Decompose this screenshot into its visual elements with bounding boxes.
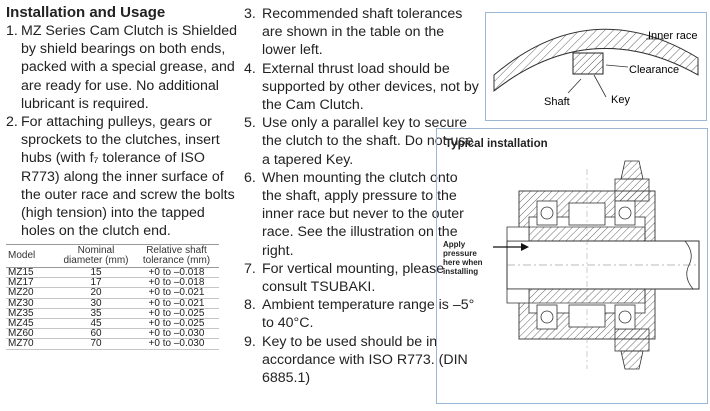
tolerance-cell: +0 to –0.021 — [134, 288, 219, 298]
list-item-text: Recommended shaft tolerances are shown in the table on the lower left. — [262, 6, 463, 59]
table-row — [6, 298, 219, 308]
list-item-number: 6. — [244, 169, 256, 186]
list-item-number: 2. — [6, 114, 18, 131]
typical-installation-figure — [436, 128, 708, 404]
list-item-number: 7. — [244, 260, 256, 277]
list-item-text: External thrust load should be supported by other devices, not by the Cam Clutch. — [262, 60, 479, 114]
table-row — [6, 268, 219, 278]
list-item-number: 3. — [244, 6, 256, 22]
table-row — [6, 308, 219, 318]
usage-list-left — [6, 22, 238, 240]
tolerance-cell: +0 to –0.025 — [134, 308, 219, 318]
key-shape — [573, 53, 603, 74]
list-item-text: Use only a parallel key to secure the clutch to the shaft. Do not use a tapered Key. — [262, 115, 474, 168]
model-cell: MZ20 — [6, 288, 58, 298]
model-cell: MZ45 — [6, 319, 58, 329]
diameter-cell: 30 — [58, 298, 134, 308]
installation-drawing — [437, 129, 707, 403]
list-item-number: 8. — [244, 297, 256, 314]
table-row — [6, 319, 219, 329]
list-item-number: 1. — [6, 23, 18, 39]
list-item-number: 5. — [244, 115, 256, 132]
column-header-tolerance: Relative shaft tolerance (mm) — [134, 245, 219, 268]
shaft-tolerance-table — [6, 244, 219, 350]
table-row — [6, 329, 219, 339]
table-row — [6, 288, 219, 298]
list-item-number: 9. — [244, 333, 256, 350]
model-cell: MZ30 — [6, 298, 58, 308]
tolerance-cell: +0 to –0.025 — [134, 319, 219, 329]
model-cell: MZ15 — [6, 268, 58, 278]
table-header-row — [6, 245, 219, 268]
tolerance-cell: +0 to –0.030 — [134, 329, 219, 339]
diameter-cell: 45 — [58, 319, 134, 329]
list-item-text: MZ Series Cam Clutch is Shielded by shield bearings on both ends, packed with a special grease, and are ready for use. No additional lubricant is required. — [21, 23, 238, 112]
list-item — [6, 113, 238, 240]
tolerance-cell: +0 to –0.021 — [134, 298, 219, 308]
list-item-text: For attaching pulleys, gears or sprockets to the clutches, insert hubs (with f₇ tolerance of ISO R773) along the inner surface of the outer race and screw the bolts (high tension) into the tapped holes on the clutch end. — [21, 114, 235, 240]
table-row — [6, 278, 219, 288]
clearance-label: Clearance — [629, 64, 680, 76]
model-cell: MZ17 — [6, 278, 58, 288]
shaft-label: Shaft — [544, 96, 570, 108]
diameter-cell: 15 — [58, 268, 134, 278]
table-body — [6, 268, 219, 350]
model-cell: MZ35 — [6, 308, 58, 318]
key-clearance-figure — [485, 12, 707, 121]
diameter-cell: 17 — [58, 278, 134, 288]
column-header-model: Model — [6, 245, 58, 268]
list-item — [6, 22, 238, 113]
inner-race-label: Inner race — [648, 30, 698, 42]
key-label: Key — [611, 94, 630, 106]
diameter-cell: 20 — [58, 288, 134, 298]
list-item-text: For vertical mounting, please consult TSUBAKI. — [262, 260, 445, 296]
list-item-text: When mounting the clutch onto the shaft, apply pressure to the inner race but never to the outer race. See the illustration on the right. — [262, 169, 464, 259]
tolerance-cell: +0 to –0.018 — [134, 268, 219, 278]
left-column — [6, 22, 238, 240]
list-item — [244, 60, 480, 115]
model-cell: MZ60 — [6, 329, 58, 339]
column-header-diameter: Nominal diameter (mm) — [58, 245, 134, 268]
list-item-number: 4. — [244, 60, 256, 77]
figure-title: Typical installation — [445, 138, 548, 150]
list-item-text: Key to be used should be in accordance with ISO R773. (DIN 6885.1) — [262, 333, 468, 387]
list-item-text: Ambient temperature range is –5° to 40°C. — [262, 297, 475, 332]
key-clearance-drawing — [486, 13, 706, 120]
apply-pressure-note: Apply pressure here when installing — [443, 240, 483, 276]
table-row — [6, 339, 219, 349]
tolerance-cell: +0 to –0.018 — [134, 278, 219, 288]
page-title: Installation and Usage — [6, 4, 166, 21]
model-cell: MZ70 — [6, 339, 58, 349]
diameter-cell: 70 — [58, 339, 134, 349]
diameter-cell: 60 — [58, 329, 134, 339]
tolerance-cell: +0 to –0.030 — [134, 339, 219, 349]
diameter-cell: 35 — [58, 308, 134, 318]
list-item — [244, 5, 480, 60]
